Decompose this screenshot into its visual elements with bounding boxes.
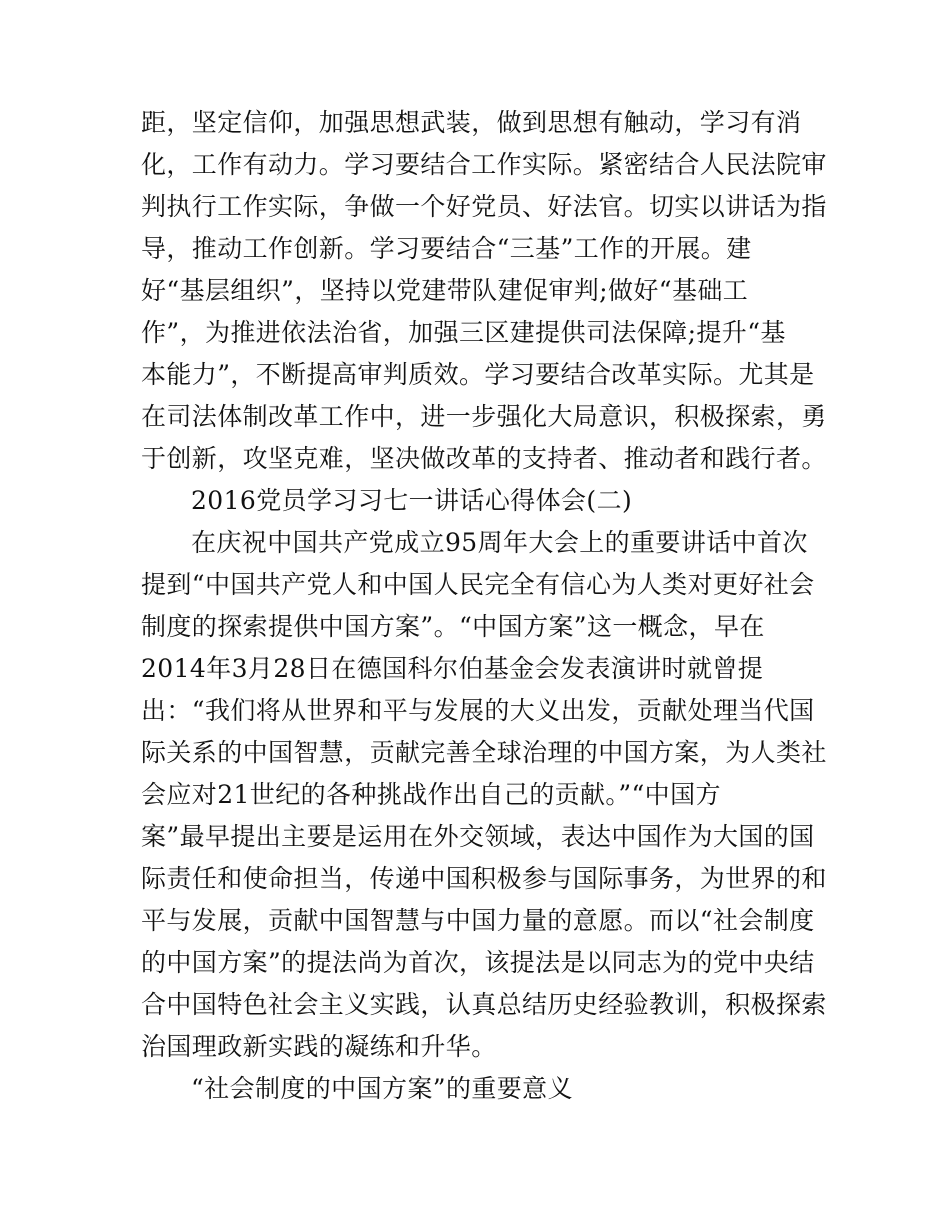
- text-line-7: 本能力”，不断提高审判质效。学习要结合改革实际。尤其是: [141, 360, 815, 389]
- text-line-15: 出：“我们将从世界和平与发展的大义出发，贡献处理当代国: [141, 696, 815, 725]
- text-line-17: 会应对21世纪的各种挑战作出自己的贡献。”“中国方: [141, 780, 721, 809]
- text-line-8: 在司法体制改革工作中，进一步强化大局意识，积极探索，勇: [141, 402, 827, 431]
- document-body: [141, 102, 827, 1110]
- text-line-12: 提到“中国共产党人和中国人民完全有信心为人类对更好社会: [141, 570, 815, 599]
- text-line-4: 导，推动工作创新。学习要结合“三基”工作的开展。建: [141, 234, 752, 263]
- text-line-1: 距，坚定信仰，加强思想武装，做到思想有触动，学习有消: [141, 108, 802, 137]
- text-line-18: 案”最早提出主要是运用在外交领域，表达中国作为大国的国: [141, 822, 815, 851]
- section-heading: 2016党员学习习七一讲话心得体会(二): [191, 486, 633, 515]
- text-line-20: 平与发展，贡献中国智慧与中国力量的意愿。而以“社会制度: [141, 906, 815, 935]
- text-line-14: 2014年3月28日在德国科尔伯基金会发表演讲时就曾提: [141, 654, 764, 683]
- text-line-19: 际责任和使命担当，传递中国积极参与国际事务，为世界的和: [141, 864, 827, 893]
- text-line-13: 制度的探索提供中国方案”。“中国方案”这一概念，早在: [141, 612, 765, 641]
- text-line-3: 判执行工作实际，争做一个好党员、好法官。切实以讲话为指: [141, 192, 827, 221]
- text-line-11: 在庆祝中国共产党成立95周年大会上的重要讲话中首次: [191, 528, 808, 557]
- text-line-16: 际关系的中国智慧，贡献完善全球治理的中国方案，为人类社: [141, 738, 827, 767]
- text-line-21: 的中国方案”的提法尚为首次，该提法是以同志为的党中央结: [141, 948, 815, 977]
- text-line-5: 好“基层组织”，坚持以党建带队建促审判;做好“基础工: [141, 276, 749, 305]
- subsection-heading: “社会制度的中国方案”的重要意义: [191, 1074, 573, 1103]
- text-line-9: 于创新，攻坚克难，坚决做改革的支持者、推动者和践行者。: [141, 444, 827, 473]
- text-line-23: 治国理政新实践的凝练和升华。: [141, 1032, 497, 1061]
- text-line-2: 化，工作有动力。学习要结合工作实际。紧密结合人民法院审: [141, 150, 827, 179]
- text-line-22: 合中国特色社会主义实践，认真总结历史经验教训，积极探索: [141, 990, 827, 1019]
- text-line-6: 作”，为推进依法治省，加强三区建提供司法保障;提升“基: [141, 318, 786, 347]
